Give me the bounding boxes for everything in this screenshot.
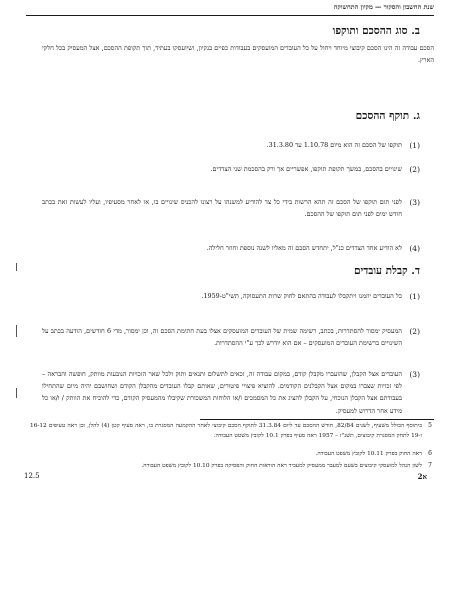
margin-mark [16, 263, 17, 271]
section-b-paragraph: הסכם עבודה זה הינו הסכם קיבוצי מיוחד ויחול על כל העובדים המועסקים בעבודות כפיים בנקיון, ושיועסקו בעתיד, תוך תקופת ההסכם, אצל המעסיק בכל חלקי הארץ. [42, 44, 434, 65]
footnote-number: 7 [428, 462, 432, 469]
running-header: שנת החשבון והסקור — מקיון התחשוקה [333, 3, 434, 11]
footnote: ראה החוק בפרק 10.11 לקובץ משפט העבודה. [315, 451, 422, 457]
page-number: 12.5 [24, 472, 40, 480]
section-heading-b: ב. סוג ההסכם ותוקפו [332, 25, 420, 37]
header-rule [26, 15, 434, 16]
item-number: (3) [409, 370, 420, 379]
list-item: לפני תום תוקפו של הסכם זה תהא הרשות בידי כל צד להודיע למשנהו על רצונו להכניס שינויים בו, או לאחר מסעיפיו, ועליו לעשות זאת בכתב חודש ימים לפני תום תוקפו של ההסכם. [42, 198, 402, 219]
margin-mark [16, 325, 17, 337]
item-number: (2) [409, 327, 420, 336]
item-number: (4) [409, 244, 420, 253]
item-number: (3) [409, 198, 420, 207]
footnote-number: 6 [428, 450, 432, 457]
margin-mark [16, 388, 17, 398]
item-number: (1) [409, 292, 420, 301]
item-number: (1) [409, 141, 420, 150]
section-heading-g: ג. תוקף ההסכם [355, 110, 420, 122]
list-item: לא הודיע אחד הצדדים כנ"ל, יתחדש הסכם זה מאליו לשנה נוספת וחוזר חלילה. [206, 244, 402, 252]
section-heading-d: ד. קבלת עובדים [353, 265, 420, 277]
footnote: לשון הנהל למועסקי קיבוצים בשעם למעבר ממעסיק למעביד ראה הוראות החוק והפסיקה בפרק 10.10 לקובץ משפט העבודה. [141, 463, 422, 469]
list-item: כל העובדים יוזמנו ויתקבלו לעבודה בהתאם לחוק שרות התעסוקה, תשי"ט-1959. [201, 292, 402, 300]
item-number: (2) [409, 165, 420, 174]
list-item: שינויים בהסכם, במשך תקופת תוקפו, אפשריים אך ורק בהסכמת שני הצדדים. [210, 165, 402, 173]
footnote: ביתוסף הכולל משעיף, לשנים 82/84, חודש ההסכם עד ליום 31.3.84 לתוקף הסכם קיבוצי לאחר ההקמעה המסגרת בו, ראה סעיף קטן (4) להלן, וכן ראה טעיפים 16-12 ו-19 לתחק המסגרת קיבוצים, תשנ"ז – 1957 ראה סעיף בפרק 10.1 לקובץ משטט העבודה. [30, 423, 422, 439]
list-item: תוקפו של הסכם זה הוא מיום 1.10.78 עד 31.3.80. [266, 141, 402, 149]
list-item: המעסיק ימסור להסתדרות, בכתב, רשימה שמית של העובדים המועסקים אצלו בעת חתימת הסכם זה, וכן ימסור, מדי 6 חודשים, הודעה בכתב על השינויים ברשימת העובדים המועסקים – אם הוא יודרש לכך ע"י ההסתדרות. [42, 327, 402, 348]
signature-mark: א2 [417, 472, 427, 481]
list-item: העובדים אצל הקבלן, שהועברו מקבלן קודם, במקום עבודה זה, זכאים לתשלום ותנאים ותוק ולכל שאר הזכויות הנובעות מוותק, חופשה והבראה – לפי זכויות שצברו במקום אצל הקבלנים הקודמים. להוציא פיצויי פיטורים, שאותם קבלו העובדים מהקבלן הקודם ושחושבם יהיה מיום שהתחילו בעבודתם אצל הקבלן הנוכחי, על הקבלן להציג את כל המסמכים ו/או הלוחות המשכורת שקיבלו מהמעסיק הקודם, כדי להוכיח את הוותק / ו/או כל מידע אחר הדרוש למעסיק. [42, 370, 402, 415]
footnote-rule [200, 419, 434, 420]
footnote-number: 5 [428, 422, 432, 429]
